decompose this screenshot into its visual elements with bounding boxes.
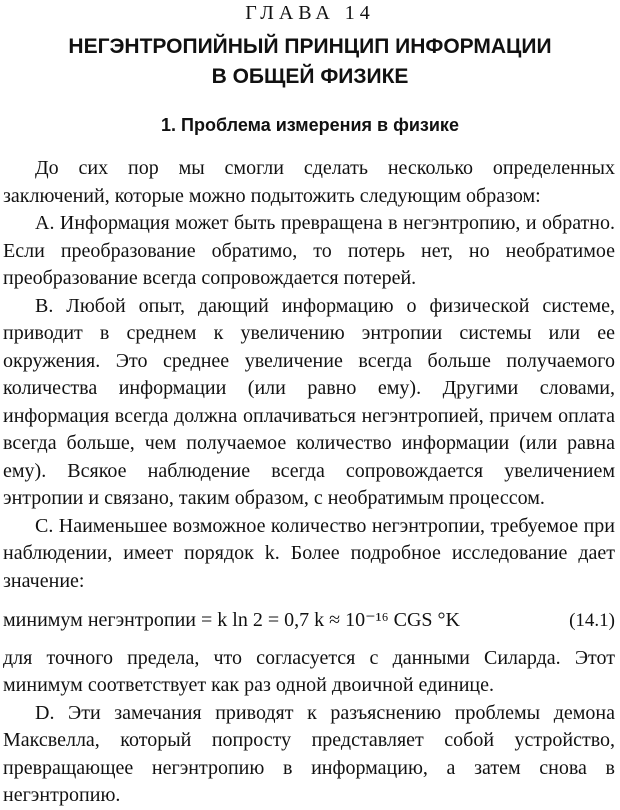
paragraph-b: В. Любой опыт, дающий информацию о физической системе, приводит в среднем к увеличению энтропии системы или ее окружения. Это среднее увеличение всегда больше получаемого количества информации (или равно ему). Другими словами, информация всегда должна оплачиваться негэнтропией, причем оплата всегда больше, чем получаемое количество информации (или равна ему). Всякое наблюдение всегда сопровождается увеличением энтропии и связано, таким образом, с необратимым процессом. [3,294,615,509]
formula-label: минимум негэнтропии [3,609,196,631]
paragraph-c: С. Наименьшее возможное количество негэнтропии, требуемое при наблюдении, имеет порядок k. Более подробное исследование дает значение: [3,514,615,592]
chapter-title-line-1: НЕГЭНТРОПИЙНЫЙ ПРИНЦИП ИНФОРМАЦИИ [68,35,552,58]
paragraph-intro: До сих пор мы смогли сделать несколько определенных заключений, которые можно подытожить следующим образом: [3,157,615,207]
chapter-title-line-2: В ОБЩЕЙ ФИЗИКЕ [211,65,409,88]
formula-body: = k ln 2 = 0,7 k ≈ 10⁻¹⁶ CGS °K [195,609,460,631]
formula-number: (14.1) [569,610,615,631]
chapter-heading: ГЛАВА 14 [245,2,375,24]
formula-expression [3,607,460,635]
paragraph-d: D. Эти замечания приводят к разъяснению проблемы демона Максвелла, который попросту представляет собой устройство, превращающее негэнтропию в информацию, а затем снова в негэнтропию. [3,701,615,806]
paragraph-a: А. Информация может быть превращена в негэнтропию, и обратно. Если преобразование обратимо, то потерь нет, но необратимое преобразование всегда сопровождается потерей. [3,212,615,289]
paragraph-c-continued: для точного предела, что согласуется с данными Силарда. Этот минимум соответствует как раз одной двоичной единице. [3,646,615,696]
formula-14-1 [3,607,615,635]
section-heading: 1. Проблема измерения в физике [161,115,459,135]
body-text [3,155,615,810]
chapter-title [0,32,620,92]
